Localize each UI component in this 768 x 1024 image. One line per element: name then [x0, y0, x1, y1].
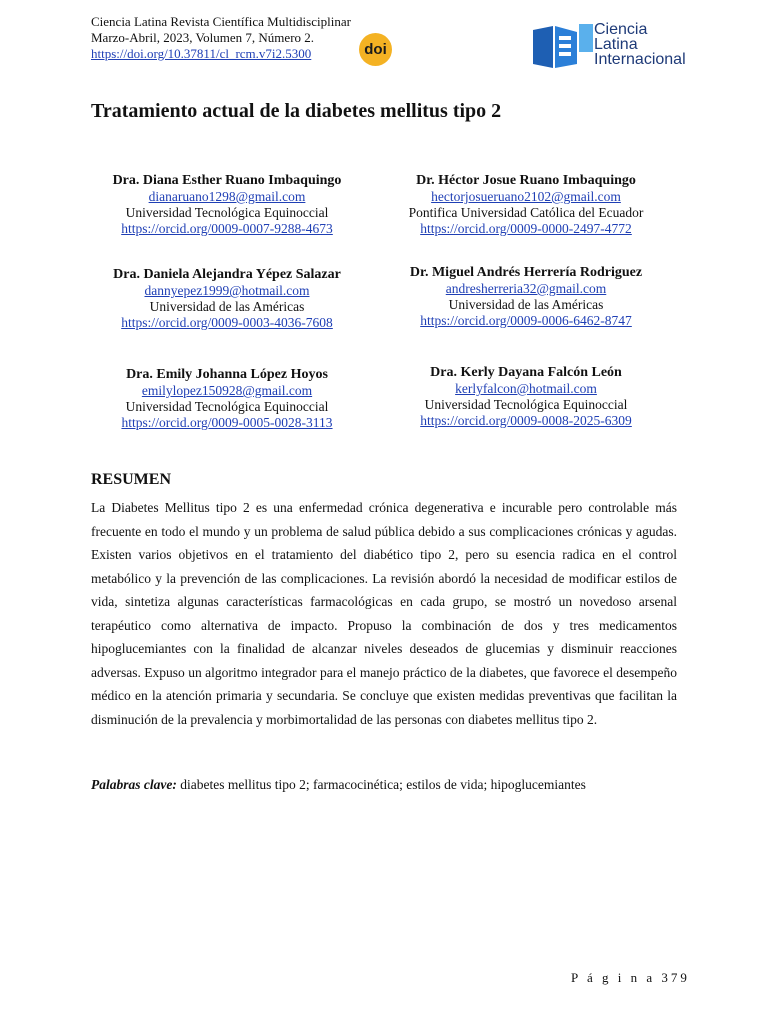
author-email[interactable]: andresherreria32@gmail.com: [445, 281, 607, 296]
author-block: [77, 367, 377, 431]
author-block: [376, 265, 676, 329]
keywords: [91, 777, 586, 793]
resumen-text: La Diabetes Mellitus tipo 2 es una enfermedad crónica degenerativa e incurable pero controlable más frecuente en todo el mundo y un problema de salud pública debido a sus complicaciones crónicas y agudas. Existen varios objetivos en el tratamiento del diabético tipo 2, pero su esencia radica en el control metabólico y la prevención de las complicaciones. La revisión abordó la necesidad de modificar estilos de vida, sintetiza algunas características farmacológicas en cada grupo, se mostró un novedoso arsenal terapéutico como alternativa de impacto. Propuso la combinación de dos y tres medicamentos hipoglucemiantes con la finalidad de alcanzar niveles deseados de glucemias y disminuir reacciones adversas. Expuso un algoritmo integrador para el manejo práctico de la diabetes, que favorece el desempeño médico en la atención primaria y secundaria. Se concluye que existen medidas preventivas que facilitan la disminución de la prevalencia y morbimortalidad de las personas con diabetes mellitus tipo 2.: [91, 500, 677, 727]
keywords-text: diabetes mellitus tipo 2; farmacocinética; estilos de vida; hipoglucemiantes: [180, 777, 586, 792]
author-email[interactable]: dianaruano1298@gmail.com: [148, 189, 306, 204]
journal-issue: Marzo-Abril, 2023, Volumen 7, Número 2.: [91, 30, 315, 45]
author-name: Dr. Héctor Josue Ruano Imbaquingo: [416, 173, 636, 188]
author-name: Dra. Daniela Alejandra Yépez Salazar: [113, 267, 341, 282]
author-affiliation: Pontifica Universidad Católica del Ecuador: [408, 205, 644, 220]
author-name: Dra. Emily Johanna López Hoyos: [126, 367, 328, 382]
author-name: Dra. Diana Esther Ruano Imbaquingo: [112, 173, 342, 188]
author-block: [77, 173, 377, 237]
author-affiliation: Universidad Tecnológica Equinoccial: [125, 205, 329, 220]
author-email[interactable]: emilylopez150928@gmail.com: [141, 383, 313, 398]
paper-title: Tratamiento actual de la diabetes mellitus tipo 2: [91, 100, 502, 122]
doi-badge-icon: doi: [359, 33, 392, 66]
author-email[interactable]: hectorjosueruano2102@gmail.com: [431, 189, 621, 204]
logo-line-1: Ciencia: [594, 21, 648, 38]
resumen-heading: RESUMEN: [91, 471, 172, 488]
author-email[interactable]: kerlyfalcon@hotmail.com: [455, 381, 597, 396]
author-orcid[interactable]: https://orcid.org/0009-0006-6462-8747: [420, 313, 632, 328]
author-name: Dra. Kerly Dayana Falcón León: [430, 365, 622, 380]
author-name: Dr. Miguel Andrés Herrería Rodriguez: [409, 265, 643, 280]
author-block: [376, 365, 676, 429]
journal-header: [91, 14, 351, 62]
author-block: [376, 173, 676, 237]
logo-line-3: Internacional: [594, 51, 686, 68]
author-orcid[interactable]: https://orcid.org/0009-0003-4036-7608: [121, 315, 333, 330]
author-affiliation: Universidad de las Américas: [149, 299, 305, 314]
doi-link[interactable]: https://doi.org/10.37811/cl_rcm.v7i2.5300: [91, 46, 312, 61]
keywords-label: Palabras clave:: [91, 777, 177, 792]
journal-name: Ciencia Latina Revista Científica Multidisciplinar: [91, 14, 351, 29]
author-orcid[interactable]: https://orcid.org/0009-0000-2497-4772: [420, 221, 632, 236]
page-number: P á g i n a 379: [571, 970, 690, 985]
author-block: [77, 267, 377, 331]
author-affiliation: Universidad Tecnológica Equinoccial: [424, 397, 628, 412]
logo-line-2: Latina: [594, 36, 638, 53]
author-orcid[interactable]: https://orcid.org/0009-0008-2025-6309: [420, 413, 632, 428]
author-affiliation: Universidad de las Américas: [448, 297, 604, 312]
author-orcid[interactable]: https://orcid.org/0009-0005-0028-3113: [121, 415, 333, 430]
author-affiliation: Universidad Tecnológica Equinoccial: [125, 399, 329, 414]
author-email[interactable]: dannyepez1999@hotmail.com: [144, 283, 310, 298]
logo-text: [594, 22, 686, 67]
author-orcid[interactable]: https://orcid.org/0009-0007-9288-4673: [121, 221, 333, 236]
